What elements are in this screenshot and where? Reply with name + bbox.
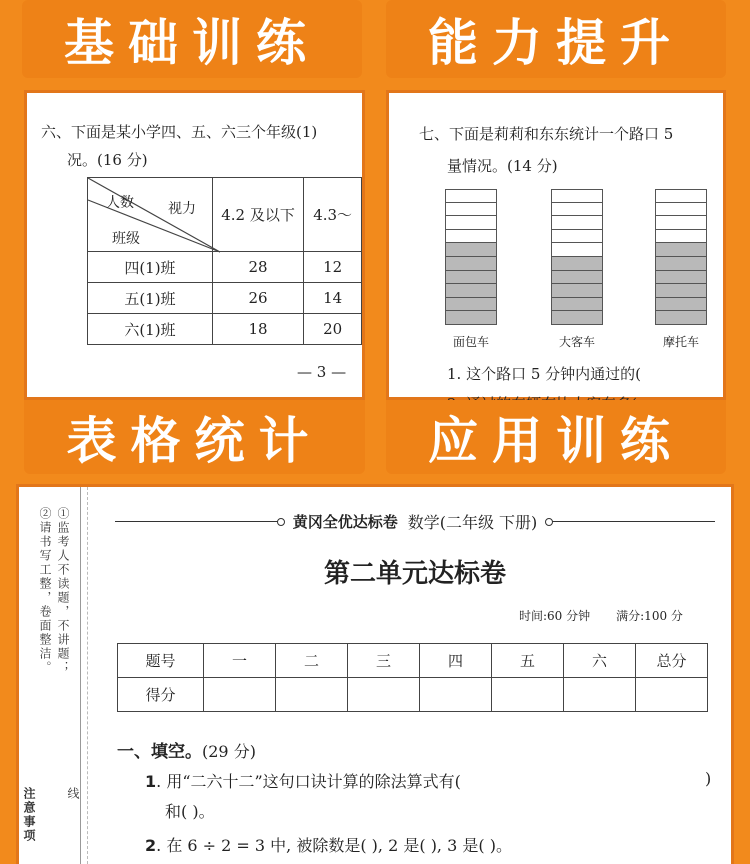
value-cell: 14: [304, 283, 362, 314]
stack-cell: [551, 216, 603, 230]
margin-note-2: ②请书写工整，卷面整洁。: [38, 507, 52, 675]
stack-cell: [655, 203, 707, 217]
score-value-row: [118, 678, 708, 712]
stack-cell: [445, 230, 497, 244]
score-input-cell[interactable]: [276, 678, 348, 712]
margin-note-title: 注意事项: [22, 787, 36, 843]
banner-ability-improve: 能力提升: [386, 0, 726, 78]
score-cell: 五: [492, 644, 564, 678]
score-cell: 二: [276, 644, 348, 678]
question-seven-line2: 量情况。(14 分): [447, 157, 558, 175]
score-cell: 六: [564, 644, 636, 678]
question-seven-line1: 七、下面是莉莉和东东统计一个路口 5: [419, 125, 674, 143]
stack-cell: [445, 271, 497, 285]
header-brand: 黄冈全优达标卷: [292, 512, 398, 531]
value-cell: 26: [212, 283, 303, 314]
question-1-number: 1: [145, 772, 157, 791]
stack-cell: [655, 298, 707, 312]
score-table: [117, 643, 708, 712]
stack-cell: [551, 243, 603, 257]
vehicle-label: 摩托车: [662, 335, 699, 349]
vision-table: [87, 177, 362, 345]
stack-cell: [551, 298, 603, 312]
question-six-line1: 六、下面是某小学四、五、六三个年级(1): [41, 123, 318, 141]
section-one-title: 一、填空。: [117, 742, 202, 762]
score-header-row: [118, 644, 708, 678]
score-input-cell[interactable]: [564, 678, 636, 712]
stack-cell: [445, 243, 497, 257]
banner-table-statistics: 表格统计: [24, 400, 365, 474]
vehicle-label: 面包车: [452, 335, 489, 349]
stack-cell: [655, 243, 707, 257]
margin-cut-line: 线: [66, 787, 80, 801]
section-one-points: (29 分): [202, 742, 256, 761]
stack-cell: [655, 311, 707, 325]
stack-cell: [655, 284, 707, 298]
score-input-cell[interactable]: [492, 678, 564, 712]
sub-question-1: 1. 这个路口 5 分钟内通过的(: [447, 365, 642, 383]
stack-cell: [445, 216, 497, 230]
stack-cell: [655, 257, 707, 271]
question-1-close: ): [705, 769, 712, 788]
banner-basic-training: 基础训练: [22, 0, 362, 78]
header-class: 班级: [112, 231, 140, 247]
diagonal-header-cell: [88, 178, 213, 252]
stack-cell: [445, 298, 497, 312]
question-2-number: 2: [145, 836, 157, 855]
stack-cell: [551, 271, 603, 285]
question-2-text: . 在 6 ÷ 2 = 3 中, 被除数是( ), 2 是( ), 3 是( )。: [156, 836, 512, 855]
header-people: 人数: [106, 195, 134, 211]
vehicle-stack: [655, 189, 707, 325]
value-cell: 18: [212, 314, 303, 345]
score-cell: 总分: [636, 644, 708, 678]
section-one-heading: [117, 737, 256, 762]
stack-cell: [551, 257, 603, 271]
diagonal-lines: [88, 178, 220, 252]
exam-meta: [519, 607, 683, 624]
header-rule-left: [115, 521, 283, 522]
exam-full-score: 满分:100 分: [616, 609, 683, 623]
banner-application-training: 应用训练: [386, 400, 726, 474]
stack-cell: [445, 311, 497, 325]
vehicle-chart-panel: [386, 90, 726, 400]
stack-cell: [551, 203, 603, 217]
col-header-1: 4.2 及以下: [212, 178, 303, 252]
exam-time: 时间:60 分钟: [519, 609, 591, 623]
value-cell: 28: [212, 252, 303, 283]
score-cell: 一: [204, 644, 276, 678]
score-cell: 得分: [118, 678, 204, 712]
exam-page: [16, 484, 734, 864]
stack-cell: [551, 230, 603, 244]
vehicle-stack: [551, 189, 603, 325]
score-cell: 三: [348, 644, 420, 678]
stack-cell: [655, 216, 707, 230]
question-1: [145, 769, 712, 792]
table-row: [88, 314, 362, 345]
question-1-line2: 和( )。: [165, 802, 215, 821]
header-subject: 数学(二年级 下册): [407, 512, 538, 532]
table-row: [88, 252, 362, 283]
stack-cell: [445, 203, 497, 217]
cut-dash-line: [87, 487, 88, 864]
stack-cell: [551, 189, 603, 203]
score-cell: 四: [420, 644, 492, 678]
class-cell: 五(1)班: [88, 283, 213, 314]
question-1-text: . 用“二六十二”这句口诀计算的除法算式有(: [156, 772, 461, 791]
value-cell: 20: [304, 314, 362, 345]
question-2: [145, 833, 512, 856]
stack-cell: [655, 230, 707, 244]
score-cell: 题号: [118, 644, 204, 678]
margin-note-1: ①监考人不读题，不讲题；: [56, 507, 70, 675]
stack-cell: [551, 284, 603, 298]
col-header-2: 4.3～: [304, 178, 362, 252]
stack-cell: [551, 311, 603, 325]
vehicle-label: 大客车: [558, 335, 595, 349]
score-input-cell[interactable]: [636, 678, 708, 712]
page-title: 第二单元达标卷: [323, 559, 506, 589]
stack-cell: [445, 257, 497, 271]
header-rule-right: [547, 521, 715, 522]
vehicle-stack: [445, 189, 497, 325]
stack-cell: [655, 189, 707, 203]
page-number: — 3 —: [297, 363, 347, 381]
table-row: [88, 283, 362, 314]
stack-cell: [445, 284, 497, 298]
stack-cell: [445, 189, 497, 203]
score-input-cell[interactable]: [348, 678, 420, 712]
header-vision: 视力: [168, 201, 196, 217]
score-input-cell[interactable]: [420, 678, 492, 712]
table-question-panel: [24, 90, 365, 400]
binding-margin: [19, 487, 81, 864]
class-cell: 四(1)班: [88, 252, 213, 283]
class-cell: 六(1)班: [88, 314, 213, 345]
question-six-line2: 况。(16 分): [67, 151, 148, 169]
score-input-cell[interactable]: [204, 678, 276, 712]
stack-cell: [655, 271, 707, 285]
page-header: [115, 509, 715, 533]
value-cell: 12: [304, 252, 362, 283]
